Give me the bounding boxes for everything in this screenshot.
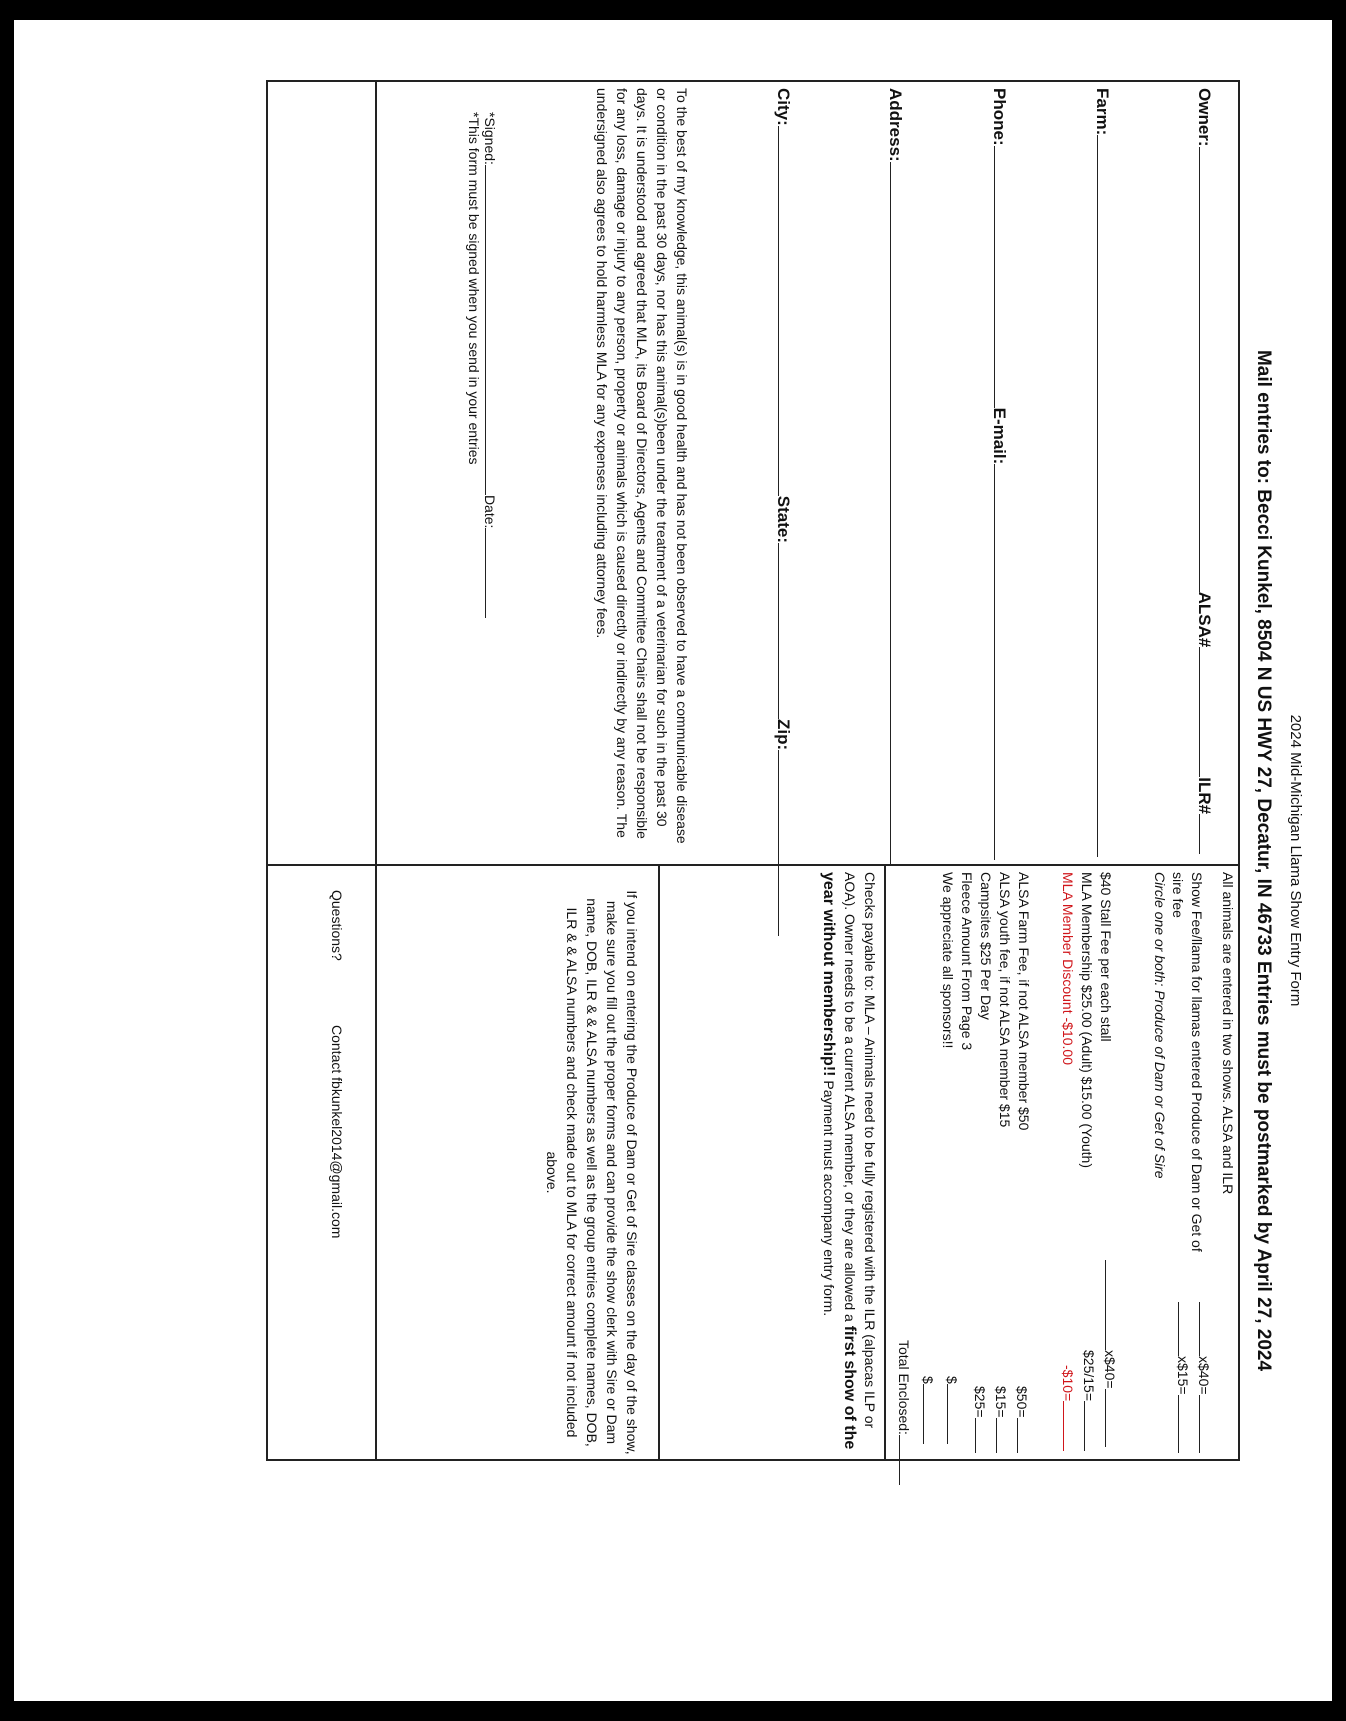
state-input[interactable] <box>778 543 795 719</box>
campsites-text: Campsites $25 Per Day <box>978 872 994 1020</box>
show-fee-x15-label: x$15= <box>1175 1356 1191 1395</box>
city-label: City: <box>774 88 793 126</box>
signature-note: *This form must be signed when you send in your entries <box>466 112 482 465</box>
total-label: Total Enclosed: <box>896 1340 912 1435</box>
total-row <box>896 1340 916 1485</box>
ilr-input[interactable] <box>1199 814 1216 854</box>
membership-amount-label: $25/15= <box>1081 1350 1097 1401</box>
rotated-form <box>14 20 1332 1701</box>
show-fee-x40 <box>1196 1302 1216 1453</box>
circle-note: Circle one or both: Produce of Dam or Get of Sire <box>1152 872 1168 1179</box>
phone-row <box>989 88 1011 860</box>
stall-fee-text: $40 Stall Fee per each stall <box>1098 872 1114 1042</box>
show-fee-text: Show Fee/llama for llamas entered Produce of Dam or Get of sire fee <box>1170 872 1205 1252</box>
farm-input[interactable] <box>1097 135 1114 857</box>
alsa-label: ALSA# <box>1195 591 1214 648</box>
stall-fee-total[interactable] <box>1105 1389 1122 1447</box>
campsites-row <box>972 1386 992 1453</box>
show-fee-x15-total[interactable] <box>1178 1395 1195 1453</box>
ilr-label: ILR# <box>1195 777 1214 815</box>
date-input[interactable] <box>485 528 502 618</box>
fleece-amount-label: $ <box>944 1376 960 1384</box>
checks-tail-text: Payment must accompany entry form. <box>821 1076 837 1317</box>
campsites-total[interactable] <box>975 1418 992 1453</box>
zip-input[interactable] <box>778 750 795 936</box>
email-input[interactable] <box>994 464 1011 860</box>
date-label: Date: <box>482 494 498 529</box>
owner-row <box>1194 88 1216 854</box>
address-row <box>885 88 907 864</box>
stall-fee-row <box>1102 1260 1122 1447</box>
youth-fee-row <box>993 1386 1013 1453</box>
address-input[interactable] <box>890 162 907 864</box>
discount-total[interactable] <box>1063 1401 1080 1451</box>
document-page <box>14 20 1332 1701</box>
farm-row <box>1092 88 1114 857</box>
stall-fee-label: x$40= <box>1102 1350 1118 1389</box>
farm-label: Farm: <box>1093 88 1112 136</box>
health-statement: To the best of my knowledge, this animal(s) is in good health and has not been observed to have a communicable disease or condition in the past 30 days, nor has this animal(s)been under the treatment of a veterinarian for such in the past 30 days. It is understood and agreed that MLA, its Board of Directors, Agents and Committee Chairs shall not be responsible for any loss, damage or injury to any person, property or animals which is caused directly or indirectly by any reason. The undersigned also agrees to hold harmless MLA for any expenses including attorney fees. <box>594 88 690 844</box>
signed-label: *Signed: <box>482 112 498 165</box>
show-fee-x40-input[interactable] <box>1199 1302 1216 1356</box>
membership-text: MLA Membership $25.00 (Adult) $15.00 (Youth) <box>1079 872 1095 1168</box>
youth-fee-total[interactable] <box>996 1418 1013 1453</box>
youth-fee-amount-label: $15= <box>993 1386 1009 1418</box>
sponsors-total[interactable] <box>923 1384 940 1444</box>
discount-amount-label: -$10= <box>1060 1365 1076 1402</box>
show-fee-x40-total[interactable] <box>1199 1395 1216 1453</box>
checks-bold-text: first show of the year without membership!! <box>820 872 858 1450</box>
youth-fee-text: ALSA youth fee, if not ALSA member $15 <box>997 872 1013 1128</box>
owner-label: Owner: <box>1195 88 1214 147</box>
contact-email[interactable]: Contact fbkunkel2014@gmail.com <box>329 1025 345 1239</box>
sponsors-amount-label: $ <box>920 1376 936 1384</box>
show-fee-x15 <box>1175 1302 1195 1453</box>
fees-intro: All animals are entered in two shows. ALSA and ILR <box>1220 872 1236 1195</box>
farm-fee-amount-label: $50= <box>1014 1386 1030 1418</box>
sponsors-row <box>920 1376 940 1444</box>
show-fee-x40-label: x$40= <box>1196 1356 1212 1395</box>
stall-count-input[interactable] <box>1105 1260 1122 1350</box>
signature-input[interactable] <box>485 165 502 495</box>
zip-label: Zip: <box>774 719 793 751</box>
alsa-input[interactable] <box>1199 647 1216 777</box>
state-label: State: <box>774 495 793 544</box>
total-input[interactable] <box>899 1435 916 1485</box>
city-input[interactable] <box>778 126 795 496</box>
right-section-divider <box>658 864 660 1461</box>
fleece-text: Fleece Amount From Page 3 <box>959 872 975 1051</box>
checks-payable <box>818 872 880 1452</box>
discount-row <box>1060 1365 1080 1451</box>
farm-fee-total[interactable] <box>1017 1418 1034 1453</box>
farm-fee-row <box>1014 1386 1034 1453</box>
farm-fee-text: ALSA Farm Fee, if not ALSA member $50 <box>1016 872 1032 1131</box>
phone-label: Phone: <box>990 88 1009 146</box>
checks-text: Checks payable to: MLA – Animals need to be fully registered with the ILR (alpacas ILP or AOA). Owner needs to be a current ALSA member, or they are allowed a <box>842 872 878 1429</box>
footer-divider <box>375 80 377 1461</box>
address-label: Address: <box>886 88 905 162</box>
column-divider <box>266 864 1240 866</box>
campsites-amount-label: $25= <box>972 1386 988 1418</box>
produce-note: If you intend on entering the Produce of Dam or Get of Sire classes on the day of the show, make sure you fill out the proper forms and can provide the show clerk with Sire or Dam name, DOB, ILR & & ALSA numbers as well as the group entries complete names, DOB, ILR & & ALSA numbers and check made out to MLA for correct amount if not included above. <box>544 890 640 1455</box>
owner-input[interactable] <box>1199 147 1216 592</box>
mail-instructions: Mail entries to: Becci Kunkel, 8504 N US HWY 27, Decatur, IN 46733 Entries must be postmarked by April 27, 2024 <box>1253 349 1274 1372</box>
fleece-row <box>944 1376 964 1444</box>
discount-text: MLA Member Discount -$10.00 <box>1060 872 1076 1065</box>
phone-input[interactable] <box>994 146 1011 408</box>
membership-row <box>1081 1350 1101 1451</box>
city-row <box>773 88 795 936</box>
show-fee-x15-input[interactable] <box>1178 1302 1195 1356</box>
email-label: E-mail: <box>990 407 1009 465</box>
fleece-total[interactable] <box>947 1384 964 1444</box>
fees-divider <box>884 864 886 1461</box>
membership-total[interactable] <box>1084 1401 1101 1451</box>
sponsors-text: We appreciate all sponsors!! <box>940 872 956 1049</box>
questions-label: Questions? <box>329 890 345 961</box>
form-title: 2024 Mid-Michigan Llama Show Entry Form <box>1287 714 1304 1007</box>
